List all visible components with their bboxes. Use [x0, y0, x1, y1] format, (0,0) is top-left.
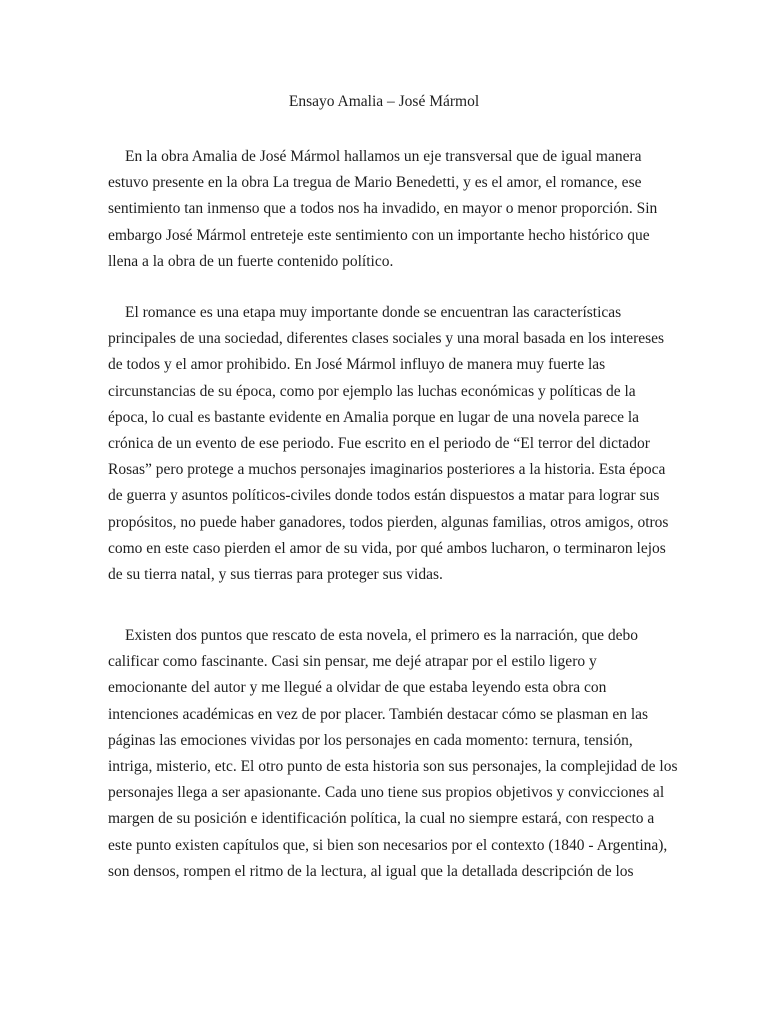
- paragraph-line: personajes llega a ser apasionante. Cada uno tiene sus propios objetivos y convicciones al: [108, 784, 665, 802]
- paragraph-line: El romance es una etapa muy importante donde se encuentran las características: [125, 304, 622, 321]
- paragraph-line: propósitos, no puede haber ganadores, todos pierden, algunas familias, otros amigos, otros: [108, 513, 669, 531]
- paragraph-line: sentimiento tan inmenso que a todos nos ha invadido, en mayor o menor proporción. Sin: [108, 200, 658, 218]
- paragraph-line: este punto existen capítulos que, si bien son necesarios por el contexto (1840 - Argentina),: [108, 836, 668, 854]
- paragraph-line: intriga, misterio, etc. El otro punto de esta historia son sus personajes, la complejidad de los: [108, 758, 678, 776]
- paragraph-line: época, lo cual es bastante evidente en Amalia porque en lugar de una novela parece la: [108, 408, 640, 426]
- paragraph-line: calificar como fascinante. Casi sin pensar, me dejé atrapar por el estilo ligero y: [108, 653, 597, 671]
- paragraph-line: estuvo presente en la obra La tregua de Mario Benedetti, y es el amor, el romance, ese: [108, 174, 642, 192]
- paragraph-line: principales de una sociedad, diferentes clases sociales y una moral basada en los intereses: [108, 330, 665, 348]
- paragraph-line: margen de su posición e identificación política, la cual no siempre estará, con respecto a: [108, 810, 655, 828]
- paragraph-line: como en este caso pierden el amor de su vida, por qué ambos lucharon, o terminaron lejos: [108, 539, 666, 557]
- paragraph-2: [108, 300, 668, 588]
- paragraph-line: de su tierra natal, y sus tierras para proteger sus vidas.: [108, 566, 443, 584]
- paragraph-line: circunstancias de su época, como por ejemplo las luchas económicas y políticas de la: [108, 382, 636, 400]
- paragraph-line: llena a la obra de un fuerte contenido político.: [108, 252, 394, 270]
- paragraph-line: páginas las emociones vividas por los personajes en cada momento: ternura, tensión,: [108, 731, 633, 749]
- paragraph-line: embargo José Mármol entreteje este sentimiento con un importante hecho histórico que: [108, 226, 650, 244]
- paragraph-line: Existen dos puntos que rescato de esta novela, el primero es la narración, que debo: [125, 627, 639, 644]
- paragraph-line: son densos, rompen el ritmo de la lectura, al igual que la detallada descripción de los: [108, 862, 634, 880]
- paragraph-line: emocionante del autor y me llegué a olvidar de que estaba leyendo esta obra con: [108, 679, 607, 697]
- paragraph-line: Rosas” pero protege a muchos personajes imaginarios posteriores a la historia. Esta época: [108, 461, 666, 479]
- paragraph-line: de todos y el amor prohibido. En José Mármol influyo de manera muy fuerte las: [108, 356, 606, 374]
- paragraph-line: intenciones académicas en vez de por placer. También destacar cómo se plasman en las: [108, 705, 649, 723]
- document-title: Ensayo Amalia – José Mármol: [288, 93, 480, 110]
- paragraph-line: En la obra Amalia de José Mármol hallamos un eje transversal que de igual manera: [125, 148, 642, 165]
- paragraph-line: de guerra y asuntos políticos-civiles donde todos están dispuestos a matar para lograr sus: [108, 487, 660, 505]
- paragraph-line: crónica de un evento de ese periodo. Fue escrito en el periodo de “El terror del dictador: [108, 435, 650, 453]
- paragraph-1: [108, 144, 668, 275]
- paragraph-3: [108, 623, 678, 885]
